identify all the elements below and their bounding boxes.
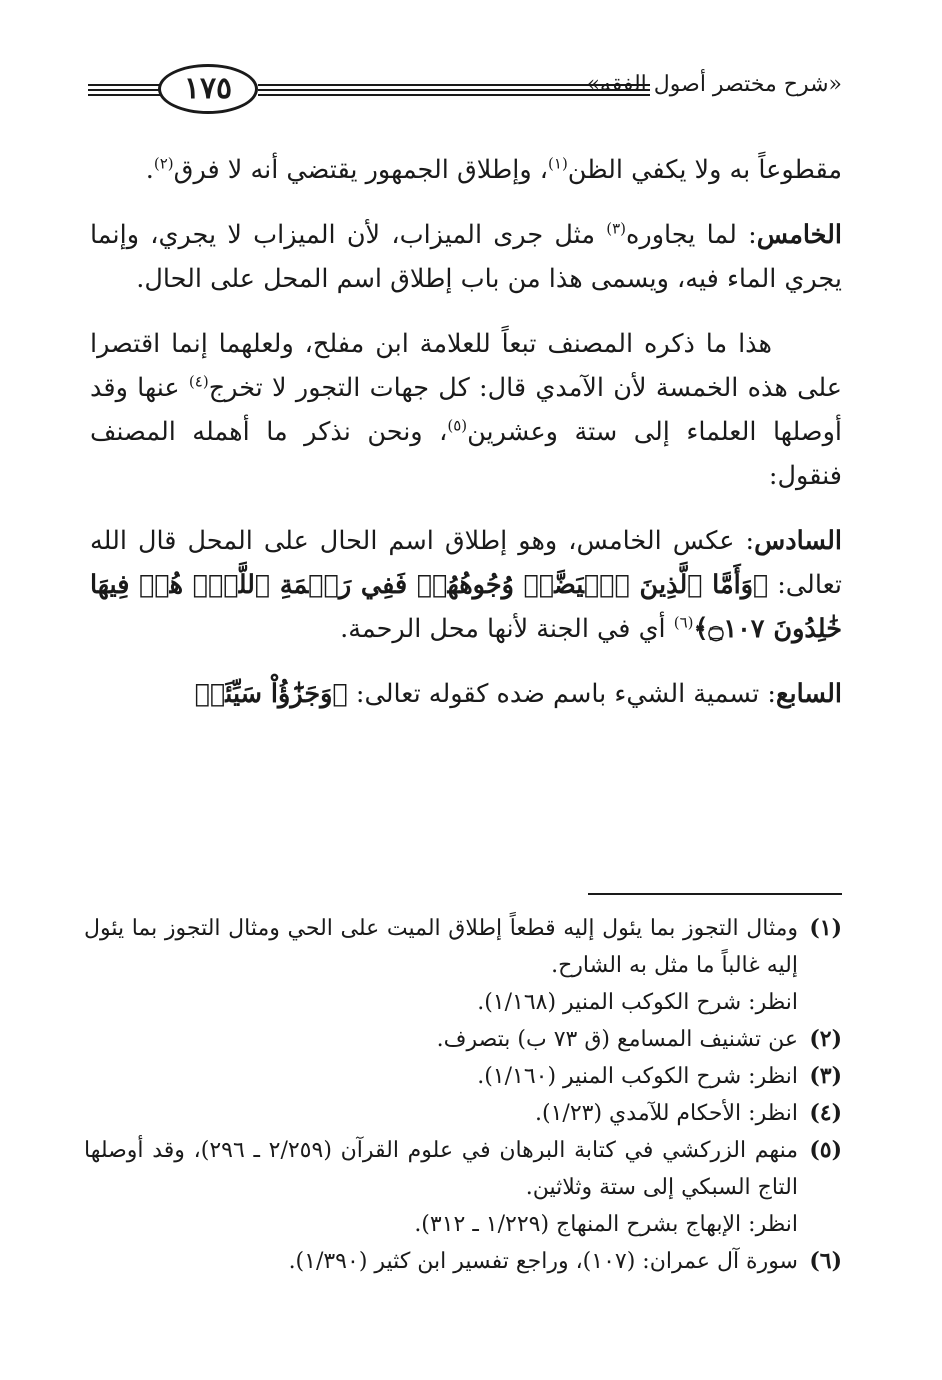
text-run: مقطوعاً به ولا يكفي الظن bbox=[567, 155, 842, 185]
footnote-ref[interactable]: (٥) bbox=[447, 416, 468, 435]
running-title: «شرح مختصر أصول الفقه» bbox=[586, 72, 842, 97]
footnote-ref[interactable]: (١) bbox=[548, 154, 568, 173]
text-run: : تسمية الشيء باسم ضده كقوله تعالى: bbox=[347, 679, 776, 709]
quran-verse: ﴿وَأَمَّا ٱلَّذِينَ ٱبۡيَضَّتۡ وُجُوهُهُمۡ فَفِي رَحۡمَةِ ٱللَّهِۖ هُمۡ فِيهَا خَٰلِدُونَ ۝١٠٧﴾ bbox=[90, 570, 842, 644]
footnote bbox=[84, 1243, 842, 1280]
header-rule bbox=[88, 89, 160, 91]
footnote-text: ومثال التجوز بما يئول إليه قطعاً إطلاق الميت على الحي ومثال التجوز بما يئول إليه غالباً ما مثل به الشارح. bbox=[84, 916, 798, 978]
text-run: أي في الجنة لأنها محل الرحمة. bbox=[340, 614, 674, 644]
text-run: عنها وقد أوصلها العلماء إلى ستة وعشرين bbox=[90, 373, 842, 447]
footnote-text: انظر: شرح الكوكب المنير (١/١٦٠). bbox=[477, 1064, 798, 1089]
footnote-number: (٦) bbox=[809, 1248, 842, 1274]
footnote-ref[interactable]: (٣) bbox=[606, 219, 627, 238]
text-run: . bbox=[145, 155, 154, 185]
footnote-text: انظر: الإبهاج بشرح المنهاج (١/٢٢٩ ـ ٣١٢). bbox=[414, 1212, 798, 1237]
text-run: مثل جرى الميزاب، لأن الميزاب لا يجري، وإنما يجري الماء فيه، ويسمى هذا من باب إطلاق اسم المحل على الحال. bbox=[90, 220, 842, 294]
paragraph bbox=[90, 672, 842, 716]
page-number: ١٧٥ bbox=[158, 64, 258, 114]
quran-verse: ﴿وَجَزَٰٓؤُاْ سَيِّئَةٖ bbox=[194, 679, 348, 709]
footnote-separator bbox=[588, 893, 842, 895]
footnote bbox=[84, 910, 842, 1021]
paragraph bbox=[90, 322, 842, 498]
section-term: الخامس bbox=[756, 220, 842, 250]
footnote-text: انظر: الأحكام للآمدي (١/٢٣). bbox=[535, 1101, 798, 1126]
footnote-text: عن تشنيف المسامع (ق ٧٣ ب) بتصرف. bbox=[436, 1027, 798, 1052]
footnote-text: انظر: شرح الكوكب المنير (١/١٦٨). bbox=[477, 990, 798, 1015]
footnote-ref[interactable]: (٢) bbox=[153, 154, 174, 173]
paragraph bbox=[90, 213, 842, 301]
section-term: السابع bbox=[775, 679, 842, 709]
main-text bbox=[90, 148, 842, 737]
footnote bbox=[84, 1021, 842, 1058]
header-rule bbox=[88, 94, 160, 96]
text-run: ، وإطلاق الجمهور يقتضي أنه لا فرق bbox=[173, 155, 549, 185]
paragraph bbox=[90, 148, 842, 192]
paragraph bbox=[90, 519, 842, 651]
text-run: : عكس الخامس، وهو إطلاق اسم الحال على المحل قال الله تعالى: bbox=[90, 526, 843, 600]
footnote-text: سورة آل عمران: (١٠٧)، وراجع تفسير ابن كثير (١/٣٩٠). bbox=[288, 1249, 798, 1274]
footnote bbox=[84, 1132, 842, 1243]
page-header bbox=[88, 60, 842, 116]
footnote bbox=[84, 1058, 842, 1095]
section-term: السادس bbox=[754, 526, 842, 556]
footnotes bbox=[84, 910, 842, 1280]
footnote-number: (١) bbox=[809, 915, 842, 941]
footnote-number: (٢) bbox=[809, 1026, 842, 1052]
text-run: : لما يجاوره bbox=[626, 220, 757, 250]
footnote bbox=[84, 1095, 842, 1132]
footnote-text: منهم الزركشي في كتابة البرهان في علوم القرآن (٢/٢٥٩ ـ ٢٩٦)، وقد أوصلها التاج السبكي إلى ستة وثلاثين. bbox=[84, 1138, 798, 1200]
header-rule bbox=[88, 84, 160, 86]
footnote-number: (٤) bbox=[809, 1100, 842, 1126]
footnote-number: (٥) bbox=[809, 1137, 842, 1163]
footnote-ref[interactable]: (٤) bbox=[188, 372, 209, 391]
footnote-ref[interactable]: (٦) bbox=[673, 613, 694, 632]
text-run: ، ونحن نذكر ما أهمله المصنف فنقول: bbox=[90, 417, 842, 491]
footnote-number: (٣) bbox=[809, 1063, 842, 1089]
text-run: هذا ما ذكره المصنف تبعاً للعلامة ابن مفلح، ولعلهما إنما اقتصرا على هذه الخمسة لأن الآمدي قال: كل جهات التجور لا تخرج bbox=[90, 329, 842, 403]
